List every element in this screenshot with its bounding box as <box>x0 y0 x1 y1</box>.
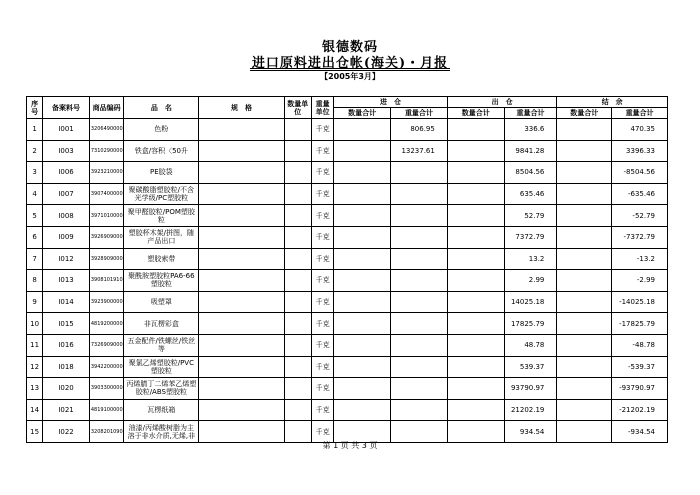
cell-in-qty <box>334 140 391 162</box>
cell-name: 聚酰胺塑胶粒PA6-66塑胶粒 <box>124 270 199 292</box>
cell-out-weight: 539.37 <box>504 356 557 378</box>
cell-in-weight <box>391 356 448 378</box>
cell-out-weight: 635.46 <box>504 183 557 205</box>
table-row <box>27 248 668 270</box>
cell-seq: 11 <box>27 334 43 356</box>
cell-out-qty <box>447 313 504 335</box>
cell-qty-unit <box>284 378 311 400</box>
cell-in-weight <box>391 162 448 184</box>
cell-spec <box>199 291 284 313</box>
cell-name: PE胶袋 <box>124 162 199 184</box>
cell-seq: 3 <box>27 162 43 184</box>
cell-balance-qty <box>557 399 612 421</box>
cell-weight-unit: 千克 <box>311 248 333 270</box>
cell-balance-weight: -21202.19 <box>612 399 668 421</box>
cell-out-qty <box>447 226 504 248</box>
cell-seq: 7 <box>27 248 43 270</box>
cell-in-weight <box>391 399 448 421</box>
table-row <box>27 119 668 141</box>
cell-seq: 8 <box>27 270 43 292</box>
cell-product-code: 3923210000 <box>89 162 123 184</box>
cell-out-weight: 8504.56 <box>504 162 557 184</box>
cell-product-code: 3907400000 <box>89 183 123 205</box>
cell-qty-unit <box>284 313 311 335</box>
cell-weight-unit: 千克 <box>311 162 333 184</box>
cell-out-weight: 14025.18 <box>504 291 557 313</box>
cell-out-qty <box>447 334 504 356</box>
cell-seq: 4 <box>27 183 43 205</box>
cell-weight-unit: 千克 <box>311 183 333 205</box>
cell-balance-weight: -48.78 <box>612 334 668 356</box>
cell-product-code: 3923900000 <box>89 291 123 313</box>
cell-in-qty <box>334 205 391 227</box>
cell-in-qty <box>334 291 391 313</box>
cell-balance-qty <box>557 226 612 248</box>
cell-record-no: I014 <box>43 291 90 313</box>
cell-qty-unit <box>284 140 311 162</box>
cell-in-qty <box>334 183 391 205</box>
cell-balance-weight: -2.99 <box>612 270 668 292</box>
col-header-spec: 规 格 <box>199 97 284 119</box>
cell-balance-qty <box>557 378 612 400</box>
cell-balance-weight: -14025.18 <box>612 291 668 313</box>
col-header-out-qty: 数量合计 <box>447 108 504 119</box>
cell-name: 聚甲醛胶粒/POM塑胶粒 <box>124 205 199 227</box>
cell-seq: 13 <box>27 378 43 400</box>
cell-spec <box>199 183 284 205</box>
cell-balance-weight: -8504.56 <box>612 162 668 184</box>
cell-qty-unit <box>284 356 311 378</box>
company-name: 银德数码 <box>321 40 378 55</box>
cell-spec <box>199 205 284 227</box>
table-row <box>27 270 668 292</box>
cell-out-weight: 336.6 <box>504 119 557 141</box>
cell-qty-unit <box>284 205 311 227</box>
page-indicator: 第 1 页 共 3 页 <box>322 441 378 450</box>
table-row <box>27 313 668 335</box>
cell-weight-unit: 千克 <box>311 421 333 443</box>
report-period: 【2005年3月】 <box>320 72 380 81</box>
cell-in-qty <box>334 162 391 184</box>
cell-out-qty <box>447 140 504 162</box>
cell-in-weight: 806.95 <box>391 119 448 141</box>
col-header-in-weight: 重量合计 <box>391 108 448 119</box>
cell-balance-qty <box>557 291 612 313</box>
cell-name: 聚碳酸脂塑胶粒/不含光学级/PC塑胶粒 <box>124 183 199 205</box>
cell-in-weight <box>391 248 448 270</box>
cell-name: 色粉 <box>124 119 199 141</box>
cell-product-code: 4819200000 <box>89 313 123 335</box>
cell-in-weight <box>391 334 448 356</box>
cell-balance-qty <box>557 119 612 141</box>
cell-weight-unit: 千克 <box>311 291 333 313</box>
cell-spec <box>199 162 284 184</box>
cell-balance-weight: 3396.33 <box>612 140 668 162</box>
cell-balance-qty <box>557 183 612 205</box>
cell-out-qty <box>447 270 504 292</box>
table-row <box>27 378 668 400</box>
cell-out-weight: 21202.19 <box>504 399 557 421</box>
ledger-body <box>27 119 668 443</box>
cell-seq: 10 <box>27 313 43 335</box>
cell-in-weight <box>391 291 448 313</box>
cell-balance-qty <box>557 313 612 335</box>
table-row <box>27 226 668 248</box>
cell-in-qty <box>334 399 391 421</box>
cell-product-code: 3942200000 <box>89 356 123 378</box>
cell-record-no: I001 <box>43 119 90 141</box>
cell-weight-unit: 千克 <box>311 205 333 227</box>
cell-product-code: 3928909000 <box>89 248 123 270</box>
cell-weight-unit: 千克 <box>311 140 333 162</box>
cell-out-weight: 52.79 <box>504 205 557 227</box>
cell-in-qty <box>334 226 391 248</box>
cell-seq: 14 <box>27 399 43 421</box>
ledger-table <box>26 96 668 443</box>
table-row <box>27 162 668 184</box>
cell-seq: 2 <box>27 140 43 162</box>
cell-product-code: 3206490000 <box>89 119 123 141</box>
cell-spec <box>199 356 284 378</box>
cell-balance-weight: -52.79 <box>612 205 668 227</box>
table-row <box>27 140 668 162</box>
cell-seq: 15 <box>27 421 43 443</box>
cell-out-qty <box>447 183 504 205</box>
cell-name: 五金配件/铁螺丝/铁丝等 <box>124 334 199 356</box>
cell-qty-unit <box>284 334 311 356</box>
cell-out-weight: 934.54 <box>504 421 557 443</box>
col-header-in-qty: 数量合计 <box>334 108 391 119</box>
cell-out-weight: 9841.28 <box>504 140 557 162</box>
cell-in-qty <box>334 270 391 292</box>
cell-name: 丙烯腈丁二烯苯乙烯塑胶粒/ABS塑胶粒 <box>124 378 199 400</box>
cell-out-qty <box>447 356 504 378</box>
cell-weight-unit: 千克 <box>311 313 333 335</box>
col-header-in: 进 仓 <box>334 97 448 108</box>
cell-spec <box>199 226 284 248</box>
cell-weight-unit: 千克 <box>311 334 333 356</box>
cell-balance-weight: -13.2 <box>612 248 668 270</box>
table-row <box>27 183 668 205</box>
cell-name: 油漆/丙烯酸树脂为主溶于非水介质,无烯,非 <box>124 421 199 443</box>
cell-balance-weight: -635.46 <box>612 183 668 205</box>
cell-out-qty <box>447 205 504 227</box>
cell-product-code: 3903300000 <box>89 378 123 400</box>
cell-seq: 5 <box>27 205 43 227</box>
cell-product-code: 3208201090 <box>89 421 123 443</box>
cell-qty-unit <box>284 248 311 270</box>
cell-qty-unit <box>284 270 311 292</box>
cell-name: 铁盒/容积〈50升 <box>124 140 199 162</box>
cell-name: 塑胶索带 <box>124 248 199 270</box>
cell-out-weight: 93790.97 <box>504 378 557 400</box>
cell-weight-unit: 千克 <box>311 399 333 421</box>
cell-balance-qty <box>557 162 612 184</box>
cell-record-no: I012 <box>43 248 90 270</box>
col-header-qty-unit: 数量单位 <box>284 97 311 119</box>
cell-out-weight: 17825.79 <box>504 313 557 335</box>
cell-balance-qty <box>557 334 612 356</box>
cell-out-qty <box>447 399 504 421</box>
col-header-weight-unit: 重量单位 <box>311 97 333 119</box>
cell-qty-unit <box>284 291 311 313</box>
cell-spec <box>199 248 284 270</box>
cell-qty-unit <box>284 162 311 184</box>
cell-in-qty <box>334 119 391 141</box>
cell-out-qty <box>447 291 504 313</box>
report-title: 进口原料进出仓帐(海关)・月报 <box>251 56 449 71</box>
cell-in-weight <box>391 313 448 335</box>
col-header-name: 品 名 <box>124 97 199 119</box>
cell-in-qty <box>334 378 391 400</box>
cell-out-weight: 2.99 <box>504 270 557 292</box>
cell-record-no: I022 <box>43 421 90 443</box>
cell-balance-weight: -17825.79 <box>612 313 668 335</box>
cell-record-no: I006 <box>43 162 90 184</box>
cell-out-qty <box>447 162 504 184</box>
cell-in-weight <box>391 183 448 205</box>
cell-spec <box>199 270 284 292</box>
cell-out-qty <box>447 248 504 270</box>
cell-record-no: I015 <box>43 313 90 335</box>
table-row <box>27 399 668 421</box>
table-row <box>27 356 668 378</box>
cell-name: 聚氯乙烯塑胶粒/PVC塑胶粒 <box>124 356 199 378</box>
table-row <box>27 205 668 227</box>
cell-record-no: I016 <box>43 334 90 356</box>
cell-record-no: I008 <box>43 205 90 227</box>
cell-name: 非瓦楞彩盒 <box>124 313 199 335</box>
cell-name: 吸塑罩 <box>124 291 199 313</box>
cell-balance-weight: -7372.79 <box>612 226 668 248</box>
cell-balance-qty <box>557 270 612 292</box>
cell-seq: 6 <box>27 226 43 248</box>
cell-balance-weight: -934.54 <box>612 421 668 443</box>
cell-name: 瓦楞纸箱 <box>124 399 199 421</box>
cell-qty-unit <box>284 119 311 141</box>
cell-qty-unit <box>284 399 311 421</box>
cell-weight-unit: 千克 <box>311 356 333 378</box>
cell-weight-unit: 千克 <box>311 270 333 292</box>
col-header-out: 出 仓 <box>447 97 557 108</box>
cell-in-qty <box>334 334 391 356</box>
cell-seq: 12 <box>27 356 43 378</box>
cell-balance-weight: -93790.97 <box>612 378 668 400</box>
col-header-balance: 结 余 <box>557 97 668 108</box>
cell-qty-unit <box>284 226 311 248</box>
cell-out-weight: 48.78 <box>504 334 557 356</box>
col-header-seq: 序号 <box>27 97 43 119</box>
cell-in-qty <box>334 248 391 270</box>
cell-out-qty <box>447 378 504 400</box>
col-header-out-weight: 重量合计 <box>504 108 557 119</box>
cell-product-code: 7326909000 <box>89 334 123 356</box>
cell-weight-unit: 千克 <box>311 378 333 400</box>
cell-product-code: 3926909000 <box>89 226 123 248</box>
table-row <box>27 334 668 356</box>
cell-seq: 1 <box>27 119 43 141</box>
cell-balance-qty <box>557 248 612 270</box>
cell-product-code: 3971010000 <box>89 205 123 227</box>
cell-record-no: I021 <box>43 399 90 421</box>
cell-in-weight <box>391 270 448 292</box>
table-row <box>27 291 668 313</box>
cell-seq: 9 <box>27 291 43 313</box>
cell-in-weight <box>391 205 448 227</box>
cell-qty-unit <box>284 183 311 205</box>
cell-spec <box>199 313 284 335</box>
col-header-balance-weight: 重量合计 <box>612 108 668 119</box>
cell-record-no: I013 <box>43 270 90 292</box>
cell-out-qty <box>447 119 504 141</box>
cell-weight-unit: 千克 <box>311 119 333 141</box>
cell-balance-qty <box>557 205 612 227</box>
cell-spec <box>199 399 284 421</box>
cell-record-no: I020 <box>43 378 90 400</box>
cell-spec <box>199 140 284 162</box>
cell-spec <box>199 119 284 141</box>
cell-in-qty <box>334 313 391 335</box>
cell-product-code: 7310290000 <box>89 140 123 162</box>
col-header-balance-qty: 数量合计 <box>557 108 612 119</box>
cell-in-weight: 13237.61 <box>391 140 448 162</box>
cell-in-qty <box>334 356 391 378</box>
cell-product-code: 3908101910 <box>89 270 123 292</box>
cell-record-no: I003 <box>43 140 90 162</box>
cell-spec <box>199 334 284 356</box>
cell-in-weight <box>391 378 448 400</box>
cell-spec <box>199 378 284 400</box>
cell-weight-unit: 千克 <box>311 226 333 248</box>
cell-in-weight <box>391 226 448 248</box>
col-header-record-no: 备案料号 <box>43 97 90 119</box>
cell-out-weight: 7372.79 <box>504 226 557 248</box>
cell-record-no: I009 <box>43 226 90 248</box>
cell-record-no: I018 <box>43 356 90 378</box>
cell-name: 塑胶杯木架/拼图，随产品出口 <box>124 226 199 248</box>
cell-out-weight: 13.2 <box>504 248 557 270</box>
cell-balance-weight: -539.37 <box>612 356 668 378</box>
col-header-product-code: 商品编码 <box>89 97 123 119</box>
cell-product-code: 4819100000 <box>89 399 123 421</box>
cell-record-no: I007 <box>43 183 90 205</box>
cell-balance-weight: 470.35 <box>612 119 668 141</box>
cell-balance-qty <box>557 140 612 162</box>
cell-balance-qty <box>557 356 612 378</box>
